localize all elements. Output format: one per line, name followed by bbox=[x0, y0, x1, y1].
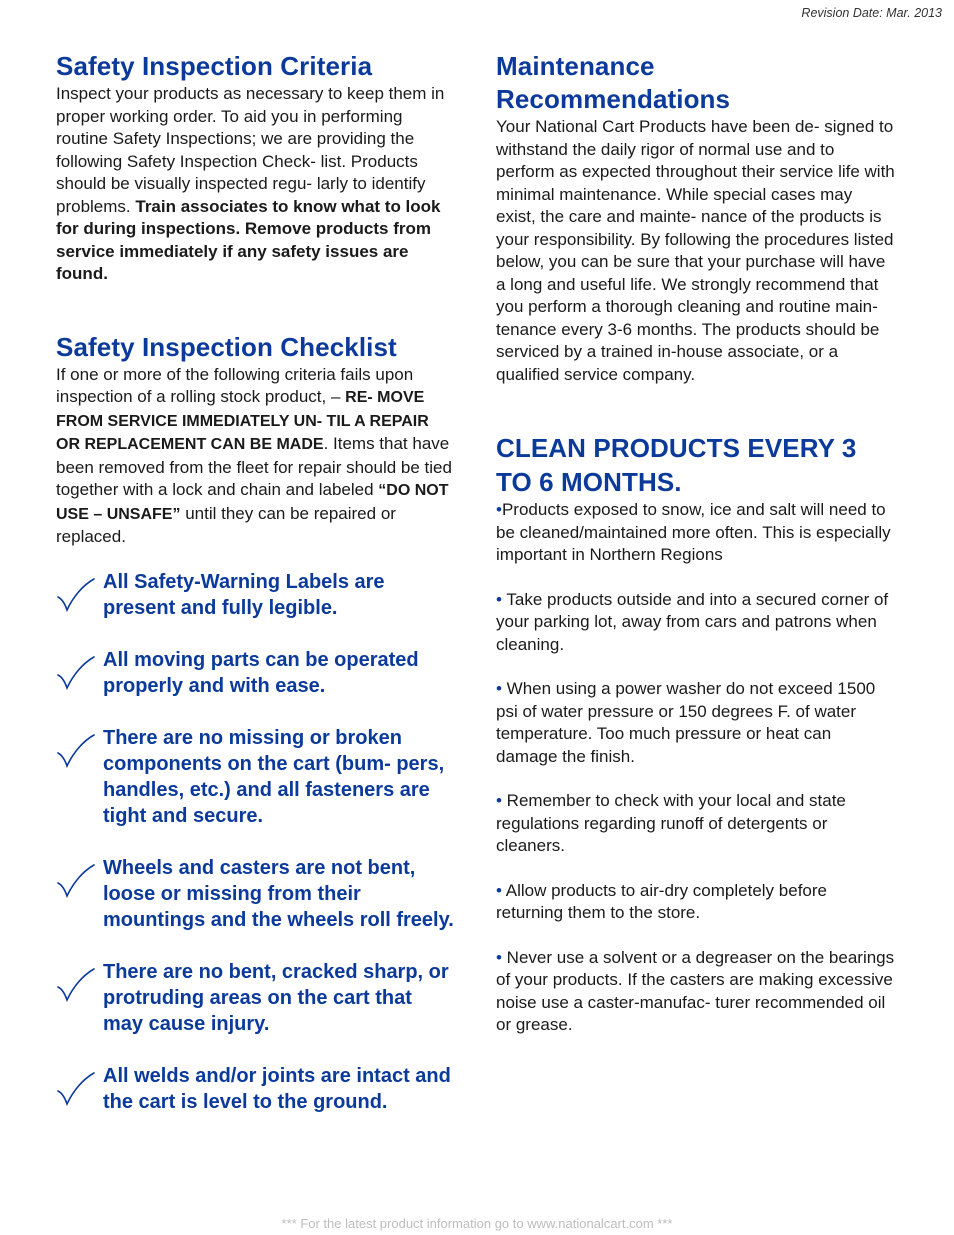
checklist-item-text: All welds and/or joints are intact and the cart is level to the ground. bbox=[103, 1064, 451, 1113]
checklist-title: Safety Inspection Checklist bbox=[56, 331, 397, 362]
bullet-icon: • bbox=[496, 679, 502, 698]
checklist-item-text: There are no bent, cracked sharp, or protruding areas on the cart that may cause injury. bbox=[103, 960, 449, 1035]
checklist-item-text: All Safety-Warning Labels are present and fully legible. bbox=[103, 570, 385, 619]
checkmark-icon bbox=[56, 577, 96, 613]
right-column bbox=[496, 50, 896, 1037]
checklist-intro-text: If one or more of the following criteria fails upon inspection of a rolling stock product, – bbox=[56, 364, 414, 406]
bullet-text: Allow products to air-dry completely before returning them to the store. bbox=[496, 880, 827, 922]
criteria-paragraph bbox=[56, 83, 456, 286]
bullet-icon: • bbox=[496, 791, 502, 810]
maintenance-paragraph: Your National Cart Products have been de- signed to withstand the daily rigor of normal use and to perform as expected throughout their service life with minimal maintenance. While special cases may exist, the care and mainte- nance of the products is your responsibility. By following the procedures listed below, you can be sure that your purchase will have a long and useful life. We strongly recommend that you perform a thorough cleaning and routine main- tenance every 3-6 months. The products should be serviced by a trained in-house associate, or a qualified service company. bbox=[496, 117, 895, 384]
bullet-icon: • bbox=[496, 589, 502, 609]
checklist-intro-text-3: until they can be repaired or replaced. bbox=[56, 503, 396, 546]
checklist-intro-text-2: . Items that have been removed from the fleet for repair should be tied together with a lock and chain and labeled bbox=[56, 434, 452, 499]
checkmark-icon bbox=[56, 733, 96, 769]
clean-title: CLEAN PRODUCTS EVERY 3 TO 6 MONTHS. bbox=[496, 433, 857, 497]
footer-link-text[interactable]: *** For the latest product information go to www.nationalcart.com *** bbox=[281, 1216, 673, 1231]
checklist-item bbox=[56, 1063, 456, 1115]
checklist-item bbox=[56, 725, 456, 829]
checklist-unsafe-label: “DO NOT USE – UNSAFE” bbox=[56, 482, 449, 523]
bullet-item bbox=[496, 947, 896, 1037]
bullet-icon: • bbox=[496, 500, 502, 519]
checklist-item-text: Wheels and casters are not bent, loose or missing from their mountings and the wheels roll freely. bbox=[103, 856, 454, 931]
bullet-icon: • bbox=[496, 947, 502, 967]
checklist-intro bbox=[56, 364, 456, 549]
criteria-bold-text: Train associates to know what to look for during inspections. Remove products from service immediately if any safety issues are found. bbox=[56, 196, 441, 283]
bullet-text: Remember to check with your local and state regulations regarding runoff of detergents or cleaners. bbox=[496, 791, 846, 855]
checklist bbox=[56, 569, 456, 1115]
checkmark-icon bbox=[56, 967, 96, 1003]
checkmark-icon bbox=[56, 655, 96, 691]
maintenance-title: Maintenance Recommendations bbox=[496, 51, 731, 114]
checklist-item-text: There are no missing or broken components on the cart (bum- pers, handles, etc.) and all fasteners are tight and secure. bbox=[103, 726, 445, 827]
bullet-text: Products exposed to snow, ice and salt will need to be cleaned/maintained more often. This is especially important in Northern Regions bbox=[496, 500, 891, 564]
bullet-text: When using a power washer do not exceed 1500 psi of water pressure or 150 degrees F. of water temperature. Too much pressure or heat can damage the finish. bbox=[496, 679, 876, 766]
checkmark-icon bbox=[56, 863, 96, 899]
bullet-item bbox=[496, 589, 896, 657]
checklist-item bbox=[56, 959, 456, 1037]
footer-note bbox=[0, 1216, 954, 1231]
checklist-item-text: All moving parts can be operated properly and with ease. bbox=[103, 648, 419, 697]
criteria-title: Safety Inspection Criteria bbox=[56, 51, 373, 81]
bullet-icon: • bbox=[496, 880, 502, 900]
bullet-item bbox=[496, 880, 896, 925]
bullet-item bbox=[496, 678, 896, 768]
bullet-text: Take products outside and into a secured corner of your parking lot, away from cars and patrons when cleaning. bbox=[496, 589, 889, 654]
checklist-item bbox=[56, 569, 456, 621]
bullet-text: Never use a solvent or a degreaser on the bearings of your products. If the casters are making excessive noise use a caster-manufac- turer recommended oil or grease. bbox=[496, 947, 895, 1034]
checklist-item bbox=[56, 855, 456, 933]
left-column bbox=[56, 50, 456, 1141]
bullet-item bbox=[496, 499, 896, 567]
bullet-item bbox=[496, 790, 896, 858]
checklist-intro-caps: RE- MOVE FROM SERVICE IMMEDIATELY UN- TIL A REPAIR OR REPLACEMENT CAN BE MADE bbox=[56, 389, 429, 453]
revision-date: Revision Date: Mar. 2013 bbox=[801, 6, 942, 20]
checklist-item bbox=[56, 647, 456, 699]
checkmark-icon bbox=[56, 1071, 96, 1107]
criteria-text: Inspect your products as necessary to keep them in proper working order. To aid you in performing routine Safety Inspections; we are providing the following Safety Inspection Check- list. Products should be visually inspected regu- larly to identify problems. bbox=[56, 84, 445, 216]
